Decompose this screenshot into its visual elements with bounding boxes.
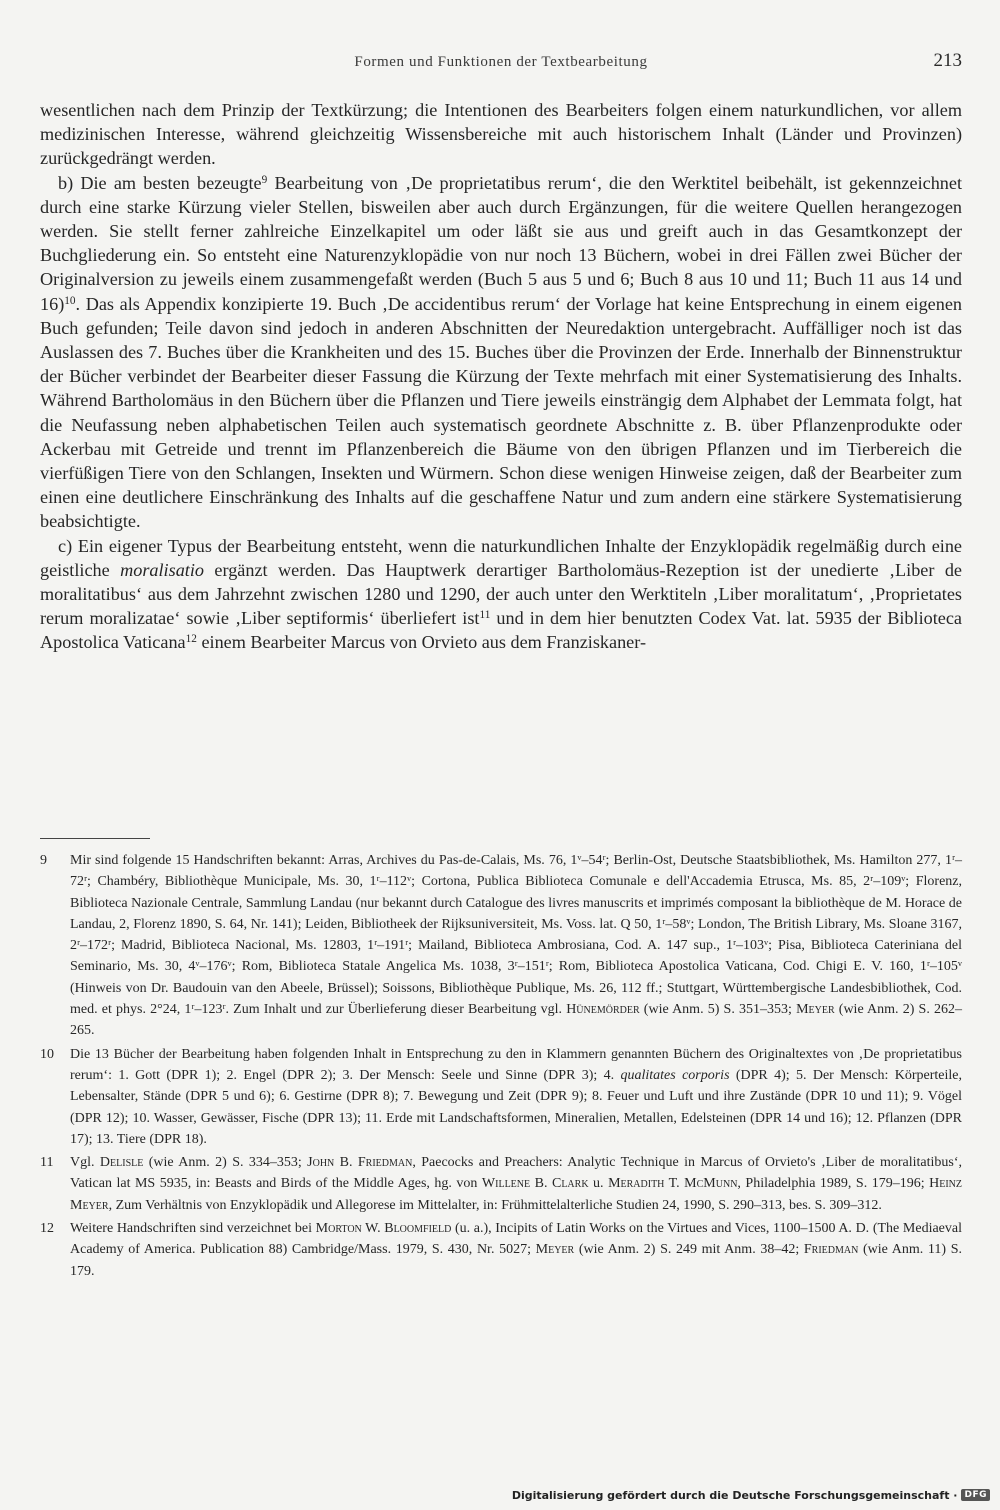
footnote-9: 9 Mir sind folgende 15 Handschriften bekannt: Arras, Archives du Pas-de-Calais, Ms. 76, 1ᵛ–54ʳ; Berlin-Ost, Deutsche Staatsbibliothek, Ms. Hamilton 277, 1ʳ–72ʳ; Chambéry, Bibliothèque Municipale, Ms. 30, 1ʳ–112ᵛ; Cortona, Publica Biblioteca Comunale e dell'Accademia Etrusca, Ms. 85, 2ʳ–109ᵛ; Florenz, Biblioteca Nazionale Centrale, Sammlung Landau (nur bekannt durch Catalogue des livres manuscrits et imprimés composant la bibliothèque de M. Horace de Landau, 2, Florenz 1890, S. 64, Nr. 141); Leiden, Bibliotheek der Rijksuniversiteit, Ms. Voss. lat. Q 50, 1ʳ–58ᵛ; London, The British Library, Ms. Sloane 3167, 2ʳ–172ʳ; Madrid, Biblioteca Nacional, Ms. 12803, 1ʳ–191ʳ; Mailand, Biblioteca Ambrosiana, Cod. A. 147 sup., 1ʳ–103ᵛ; Pisa, Biblioteca Cateriniana del Seminario, Ms. 30, 4ᵛ–176ᵛ; Rom, Biblioteca Statale Angelica Ms. 1038, 3ʳ–151ʳ; Rom, Biblioteca Apostolica Vaticana, Cod. Chigi E. V. 160, 1ʳ–105ᵛ (Hinweis von Dr. Baudouin van den Abeele, Brüssel); Soissons, Bibliothèque Publique, Ms. 26, 112 ff.; Stuttgart, Württembergische Landesbibliothek, Cod. med. et phys. 2°24, 1ʳ–123ʳ. Zum Inhalt und zur Überlieferung dieser Bearbeitung vgl. Hünemörder (wie Anm. 5) S. 351–353; Meyer (wie Anm. 2) S. 262–265. — [40, 850, 962, 1042]
page-number: 213 — [933, 50, 962, 71]
credit-text: Digitalisierung gefördert durch die Deutsche Forschungsgemeinschaft · — [511, 1488, 958, 1502]
running-head: Formen und Funktionen der Textbearbeitung — [354, 54, 648, 70]
footnotes — [40, 850, 962, 1284]
paragraph: b) Die am besten bezeugte$^9$ Bearbeitung von ‚De proprietatibus rerum‘, die den Werktitel beibehält, ist gekennzeichnet durch eine starke Kürzung vieler Stellen, bisweilen aber auch durch Ergänzungen, für die weitere Quellen herangezogen werden. Sie stellt ferner zahlreiche Einzelkapitel um oder läßt sie aus und greift auch in das Gesamtkonzept der Buchgliederung ein. So entsteht eine Naturenzyklopädie von nur noch 13 Büchern, wobei in drei Fällen zwei Bücher der Originalversion zu jeweils einem zusammengefaßt werden (Buch 5 aus 5 und 6; Buch 8 aus 10 und 11; Buch 11 aus 14 und 16)$^{10}$. Das als Appendix konzipierte 19. Buch ‚De accidentibus rerum‘ der Vorlage hat keine Entsprechung in einem eigenen Buch gefunden; Teile davon sind jedoch in anderen Abschnitten der Neuredaktion untergebracht. Auffälliger noch ist das Auslassen des 7. Buches über die Krankheiten und des 15. Buches über die Provinzen der Erde. Innerhalb der Binnenstruktur der Bücher verbindet der Bearbeiter dieser Fassung die Kürzung der Texte mehrfach mit einer Systematisierung des Inhalts. Während Bartholomäus in den Büchern über die Pflanzen und Tiere jeweils einsträngig dem Alphabet der Lemmata folgt, hat die Neufassung neben alphabetischen Teilen auch systematisch geordnete Abschnitte z. B. über Pflanzenprodukte oder Ackerbau mit Getreide und trennt im Pflanzenbereich die Bäume von den übrigen Pflanzen und im Tierbereich die vierfüßigen Tiere von den Schlangen, Insekten und Würmern. Schon diese wenigen Hinweise zeigen, daß der Bearbeiter zum einen eine deutlichere Einschränkung des Inhalts auf die geschaffene Natur und zum andern eine stärkere Systematisierung beabsichtigte. — [40, 172, 963, 532]
footnote-number: 12 — [40, 1221, 54, 1237]
footnote-ref-12[interactable]: 12 — [185, 633, 197, 646]
footnote-number: 9 — [40, 853, 47, 868]
footnote-divider — [40, 838, 150, 839]
footnote-number: 11 — [40, 1155, 54, 1171]
paragraph: wesentlichen nach dem Prinzip der Textkürzung; die Intentionen des Bearbeiters folgen einem naturkundlichen, vor allem medizinischen Interesse, während gleichzeitig Wissensbereiche mit auch historischem Inhalt (Länder und Provinzen) zurückgedrängt werden. — [40, 100, 962, 169]
footnote-number: 10 — [40, 1046, 54, 1062]
main-text — [40, 98, 962, 655]
page-header — [40, 50, 962, 80]
footnote-ref-11[interactable]: 11 — [479, 609, 491, 622]
dfg-logo-icon: DFG — [961, 1489, 990, 1501]
footnote-ref-10[interactable]: 10 — [64, 294, 76, 307]
digitization-credit — [512, 1486, 990, 1504]
paragraph: c) Ein eigener Typus der Bearbeitung entsteht, wenn die naturkundlichen Inhalte der Enzyklopädik regelmäßig durch eine geistliche moralisatio ergänzt werden. Das Hauptwerk derartiger Bartholomäus-Rezeption ist der unedierte ‚Liber de moralitatibus‘ aus dem Jahrzehnt zwischen 1280 und 1290, der auch unter den Werktiteln ‚Liber moralitatum‘, ‚Proprietates rerum moralizatae‘ sowie ‚Liber septiformis‘ überliefert ist$^{11}$ und in dem hier benutzten Codex Vat. lat. 5935 der Biblioteca Apostolica Vaticana$^{12}$ einem Bearbeiter Marcus von Orvieto aus dem Franziskaner- — [40, 535, 962, 653]
footnote-12: 12 Weitere Handschriften sind verzeichnet bei Morton W. Bloomfield (u. a.), Incipits of Latin Works on the Virtues and Vices, 1100–1500 A. D. (The Mediaeval Academy of America. Publication 88) Cambridge/Mass. 1979, S. 430, Nr. 5027; Meyer (wie Anm. 2) S. 249 mit Anm. 38–42; Friedman (wie Anm. 11) S. 179. — [40, 1218, 962, 1282]
footnote-ref-9[interactable]: 9 — [261, 173, 268, 186]
footnote-11: 11 Vgl. Delisle (wie Anm. 2) S. 334–353; John B. Friedman, Paecocks and Preachers: Analytic Technique in Marcus of Orvieto's ‚Liber de moralitatibus‘, Vatican lat MS 5935, in: Beasts and Birds of the Middle Ages, hg. von Willene B. Clark u. Meradith T. McMunn, Philadelphia 1989, S. 179–196; Heinz Meyer, Zum Verhältnis von Enzyklopädik und Allegorese im Mittelalter, in: Frühmittelalterliche Studien 24, 1990, S. 290–313, bes. S. 309–312. — [40, 1152, 962, 1216]
footnote-10: 10 Die 13 Bücher der Bearbeitung haben folgenden Inhalt in Entsprechung zu den in Klammern genannten Büchern des Originaltextes von ‚De proprietatibus rerum‘: 1. Gott (DPR 1); 2. Engel (DPR 2); 3. Der Mensch: Seele und Sinne (DPR 3); 4. qualitates corporis (DPR 4); 5. Der Mensch: Körperteile, Lebensalter, Stände (DPR 5 und 6); 6. Gestirne (DPR 8); 7. Bewegung und Zeit (DPR 9); 8. Feuer und Luft und ihre Zustände (DPR 10 und 11); 9. Vögel (DPR 12); 10. Wasser, Gewässer, Fische (DPR 13); 11. Erde mit Landschaftsformen, Mineralien, Metallen, Edelsteinen (DPR 14 und 16); 12. Pflanzen (DPR 17); 13. Tiere (DPR 18). — [40, 1044, 962, 1150]
